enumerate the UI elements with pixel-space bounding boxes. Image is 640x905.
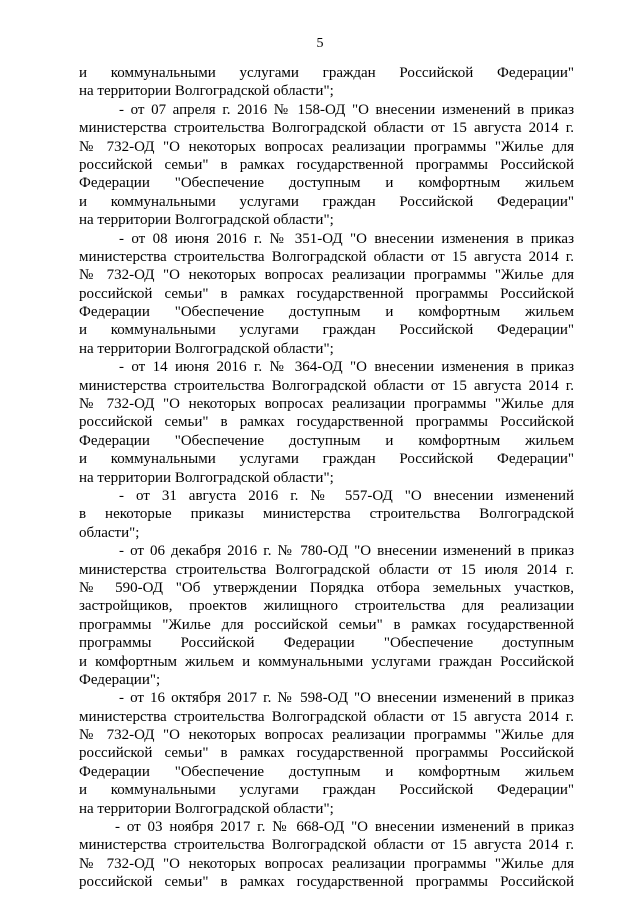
text-line: министерства строительства Волгоградской области от 15 августа 2014 г. (79, 377, 574, 394)
text-line: российской семьи" в рамках государственной программы Российской (79, 156, 574, 173)
text-line: российской семьи" в рамках государственной программы Российской (79, 285, 574, 302)
text-line: - от 06 декабря 2016 г. № 780-ОД "О внесении изменений в приказ (119, 543, 574, 560)
text-line: на территории Волгоградской области"; (79, 83, 334, 100)
text-line: - от 31 августа 2016 г. № 557-ОД "О внесении изменений (119, 487, 574, 504)
text-line: министерства строительства Волгоградской области от 15 августа 2014 г. (79, 708, 574, 725)
text-line: - от 08 июня 2016 г. № 351-ОД "О внесении изменения в приказ (119, 230, 574, 247)
text-line: - от 14 июня 2016 г. № 364-ОД "О внесении изменения в приказ (119, 359, 574, 376)
text-line: российской семьи" в рамках государственной программы Российской (79, 745, 574, 762)
text-line: на территории Волгоградской области"; (79, 469, 334, 486)
text-line: Федерации "Обеспечение доступным и комфортным жильем (79, 763, 574, 780)
text-line: застройщиков, проектов жилищного строительства для реализации (79, 598, 574, 615)
text-line: - от 07 апреля г. 2016 № 158-ОД "О внесении изменений в приказ (119, 101, 574, 118)
text-line: и коммунальными услугами граждан Российской Федерации" (79, 65, 574, 81)
text-line: на территории Волгоградской области"; (79, 800, 334, 817)
document-body (79, 64, 574, 892)
text-line: министерства строительства Волгоградской области от 15 августа 2014 г. (79, 120, 574, 137)
text-line: области"; (79, 524, 140, 541)
text-line: программы "Жилье для российской семьи" в рамках государственной (79, 616, 574, 633)
text-line: министерства строительства Волгоградской области от 15 июля 2014 г. (79, 561, 574, 578)
page-number: 5 (316, 36, 324, 51)
text-line: № 732-ОД "О некоторых вопросах реализации программы "Жилье для (79, 396, 574, 413)
text-line: № 732-ОД "О некоторых вопросах реализации программы "Жилье для (79, 267, 574, 284)
text-line: и коммунальными услугами граждан Российской Федерации" (79, 322, 574, 339)
text-line: Федерации "Обеспечение доступным и комфортным жильем (79, 304, 574, 321)
text-line: на территории Волгоградской области"; (79, 212, 334, 229)
text-line: программы Российской Федерации "Обеспечение доступным (79, 635, 574, 652)
text-line: и комфортным жильем и коммунальными услугами граждан Российской (79, 653, 574, 670)
text-line: Федерации"; (79, 671, 161, 688)
text-line: № 732-ОД "О некоторых вопросах реализации программы "Жилье для (79, 138, 574, 155)
text-line: - от 03 ноября 2017 г. № 668-ОД "О внесении изменений в приказ (115, 819, 574, 836)
text-line: в некоторые приказы министерства строительства Волгоградской (79, 506, 574, 523)
text-line: - от 16 октября 2017 г. № 598-ОД "О внесении изменений в приказ (119, 690, 574, 707)
text-line: министерства строительства Волгоградской области от 15 августа 2014 г. (79, 837, 574, 854)
text-line: Федерации "Обеспечение доступным и комфортным жильем (79, 175, 574, 192)
text-line: № 590-ОД "Об утверждении Порядка отбора земельных участков, (79, 579, 574, 596)
text-line: российской семьи" в рамках государственной программы Российской (79, 414, 574, 431)
text-line: российской семьи" в рамках государственной программы Российской (79, 874, 574, 891)
text-line: министерства строительства Волгоградской области от 15 августа 2014 г. (79, 248, 574, 265)
text-line: и коммунальными услугами граждан Российской Федерации" (79, 451, 574, 468)
text-line: и коммунальными услугами граждан Российской Федерации" (79, 782, 574, 799)
text-line: № 732-ОД "О некоторых вопросах реализации программы "Жилье для (79, 727, 574, 744)
text-line: Федерации "Обеспечение доступным и комфортным жильем (79, 432, 574, 449)
text-line: и коммунальными услугами граждан Российской Федерации" (79, 193, 574, 210)
text-line: № 732-ОД "О некоторых вопросах реализации программы "Жилье для (79, 855, 574, 872)
text-line: на территории Волгоградской области"; (79, 340, 334, 357)
